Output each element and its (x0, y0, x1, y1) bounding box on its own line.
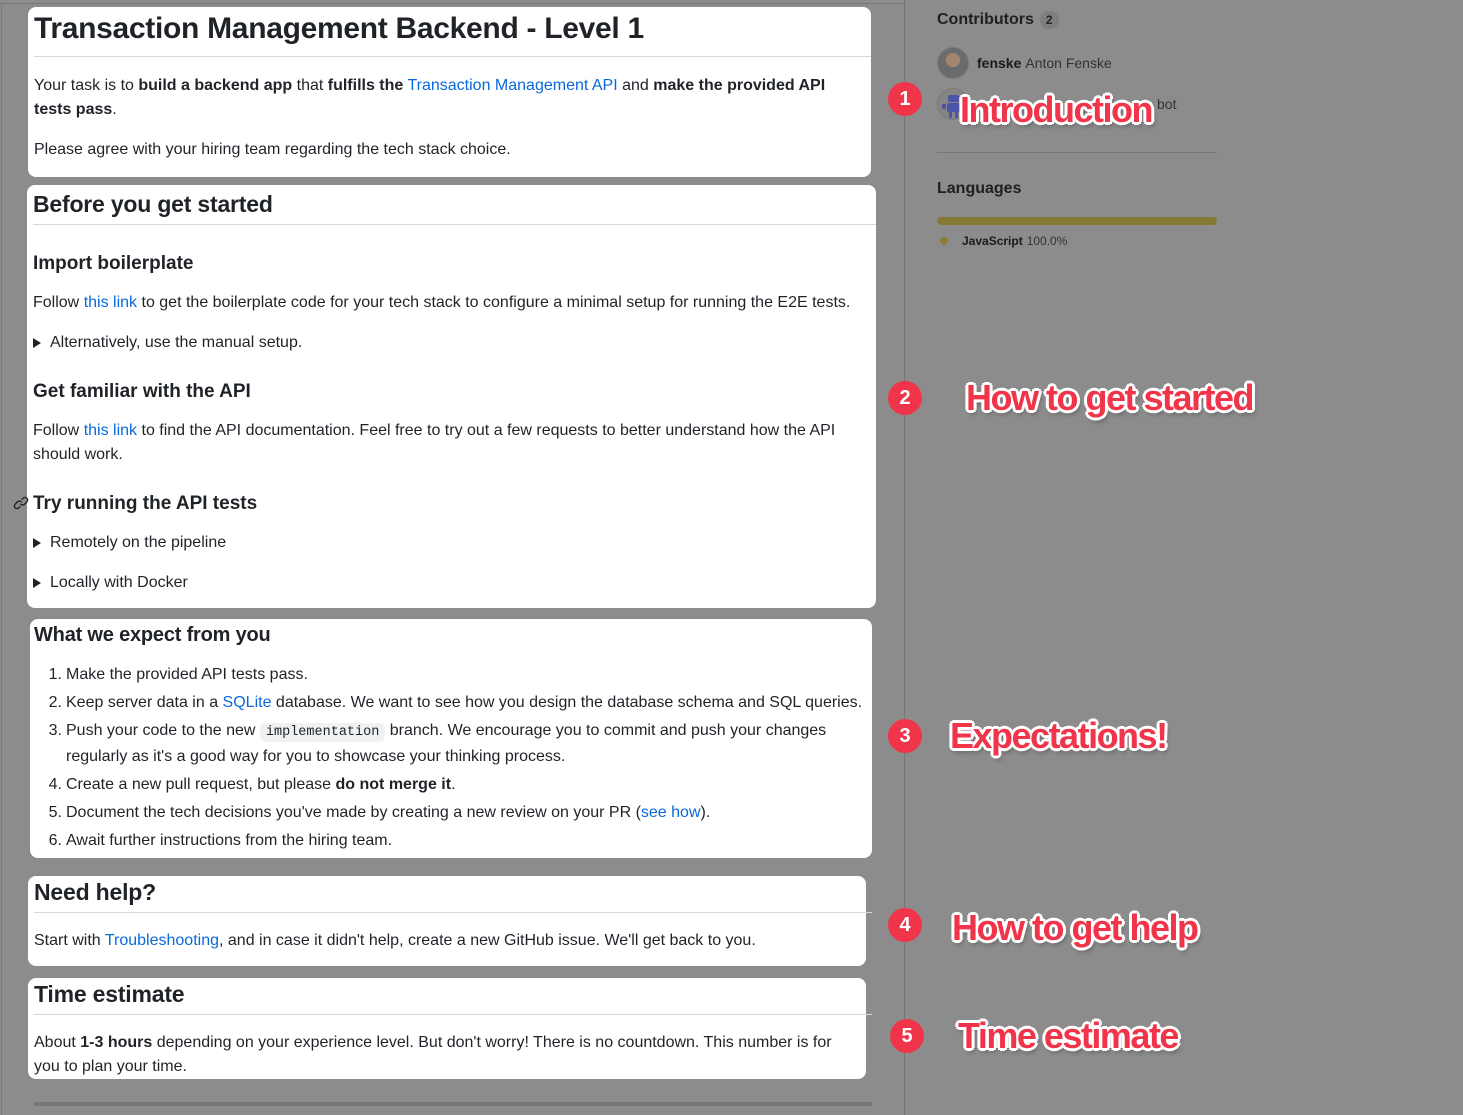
item-number: 2. (48, 694, 62, 711)
bold-text: do not merge it (335, 776, 452, 793)
language-bar (937, 217, 1217, 225)
see-how-link[interactable]: see how (640, 804, 701, 821)
sqlite-link[interactable]: SQLite (222, 694, 272, 711)
annotation-badge-4: 4 (888, 908, 922, 942)
tech-stack-paragraph: Please agree with your hiring team regarding the tech stack choice. (34, 141, 511, 158)
text: Document the tech decisions you've made by creating a new review on your PR ( (66, 804, 641, 821)
text: branch. We encourage you to commit and push your changes regularly as it's a good way for you to showcase your thinking process. (66, 722, 827, 765)
sidebar-divider (937, 152, 1217, 153)
annotation-label-introduction: Introduction (960, 89, 1152, 130)
person-avatar[interactable] (937, 47, 969, 79)
bold-text: fulfills the (327, 77, 404, 94)
readme-title: Transaction Management Backend - Level 1 (34, 10, 871, 57)
boilerplate-paragraph (33, 291, 870, 315)
bold-text: build a backend app (138, 77, 293, 94)
item-text (66, 773, 456, 797)
annotation-badge-2: 2 (888, 381, 922, 415)
text: , and in case it didn't help, create a new GitHub issue. We'll get back to you. (219, 932, 756, 949)
contributor-row[interactable] (937, 46, 1112, 80)
contributor-login[interactable]: fenske (977, 55, 1022, 71)
language-percent: 100.0% (1026, 234, 1068, 248)
heading-text: Contributors (937, 11, 1034, 28)
heading-text: Try running the API tests (33, 493, 258, 514)
subheading-try-running-tests (33, 491, 870, 517)
time-estimate-card (28, 978, 866, 1079)
section-heading-time-estimate: Time estimate (34, 978, 872, 1015)
text: Start with (34, 932, 105, 949)
item-text (66, 801, 710, 825)
intro-card (28, 7, 871, 177)
annotation-label-expectations: Expectations! (950, 715, 1167, 756)
disclosure-triangle-icon (33, 578, 41, 588)
text: Push your code to the new (66, 722, 260, 739)
column-divider (904, 0, 905, 1115)
text: . (451, 776, 456, 793)
contributor-name: Anton Fenske (1025, 55, 1112, 71)
bold-text: 1-3 hours (80, 1034, 153, 1051)
item-number: 4. (48, 776, 62, 793)
text: database. We want to see how you design the database schema and SQL queries. (271, 694, 863, 711)
text: to get the boilerplate code for your tech stack to configure a minimal setup for running the E2E tests. (137, 294, 851, 311)
item-text: Make the provided API tests pass. (66, 666, 308, 683)
item-number: 1. (48, 666, 62, 683)
getting-started-card (27, 185, 876, 608)
text: Follow (33, 294, 84, 311)
branch-name-code: implementation (260, 723, 385, 742)
annotation-badge-5: 5 (890, 1019, 924, 1053)
text: and (617, 77, 654, 94)
contributor-name: bot (1157, 96, 1177, 112)
details-summary: Remotely on the pipeline (50, 534, 227, 551)
intro-paragraph (34, 74, 865, 122)
item-number: 5. (48, 804, 62, 821)
item-text: Await further instructions from the hiring team. (66, 832, 393, 849)
item-text (66, 719, 866, 769)
subheading-get-familiar-api: Get familiar with the API (33, 381, 251, 402)
language-name: JavaScript (962, 234, 1023, 248)
contributors-heading[interactable] (937, 11, 1059, 29)
text: that (292, 77, 328, 94)
text: Keep server data in a (66, 694, 223, 711)
annotation-label-get-help: How to get help (952, 907, 1198, 948)
expectations-list (34, 663, 866, 853)
text: Create a new pull request, but please (66, 776, 336, 793)
text: About (34, 1034, 81, 1051)
manual-setup-details[interactable] (33, 331, 870, 355)
annotation-label-getting-started: How to get started (966, 377, 1254, 418)
section-heading-need-help: Need help? (34, 876, 872, 913)
disclosure-triangle-icon (33, 338, 41, 348)
list-item (34, 691, 866, 715)
language-color-dot-icon (940, 237, 948, 245)
annotation-badge-1: 1 (888, 82, 922, 116)
text: Follow (33, 422, 84, 439)
annotation-badge-3: 3 (888, 719, 922, 753)
language-item[interactable] (940, 234, 1067, 248)
frame-top-border (0, 3, 904, 4)
item-number: 3. (48, 722, 62, 739)
bottom-separator (34, 1102, 872, 1106)
bold-text: make the provided API tests pass (34, 77, 826, 118)
link-anchor-icon[interactable] (13, 495, 29, 511)
item-text (66, 691, 862, 715)
text: . (112, 101, 117, 118)
troubleshooting-link[interactable]: Troubleshooting (104, 932, 219, 949)
api-docs-paragraph (33, 419, 870, 467)
list-item (34, 719, 866, 769)
local-docker-details[interactable] (33, 571, 870, 595)
help-card (28, 876, 866, 966)
boilerplate-link[interactable]: this link (83, 294, 138, 311)
remote-pipeline-details[interactable] (33, 531, 870, 555)
api-docs-link[interactable]: this link (83, 422, 138, 439)
section-heading-before-started: Before you get started (33, 188, 876, 225)
list-item (34, 829, 866, 853)
frame-left-border (1, 3, 2, 1115)
text: Your task is to (34, 77, 139, 94)
list-item (34, 801, 866, 825)
languages-heading: Languages (937, 180, 1022, 197)
section-heading-expectations: What we expect from you (34, 624, 271, 646)
annotation-label-time-estimate: Time estimate (958, 1015, 1178, 1056)
contributors-count-badge: 2 (1040, 11, 1059, 29)
list-item (34, 773, 866, 797)
help-paragraph (34, 929, 860, 953)
time-estimate-paragraph (34, 1031, 860, 1079)
text: ). (700, 804, 711, 821)
text: to find the API documentation. Feel free to try out a few requests to better understand how the API should work. (33, 422, 836, 463)
subheading-import-boilerplate: Import boilerplate (33, 253, 194, 274)
details-summary: Locally with Docker (50, 574, 188, 591)
details-summary: Alternatively, use the manual setup. (50, 334, 303, 351)
text: depending on your experience level. But don't worry! There is no countdown. This number is for you to plan your time. (34, 1034, 832, 1075)
expectations-card (30, 619, 872, 858)
list-item (34, 663, 866, 687)
transaction-api-link[interactable]: Transaction Management API (407, 77, 618, 94)
disclosure-triangle-icon (33, 538, 41, 548)
item-number: 6. (48, 832, 62, 849)
